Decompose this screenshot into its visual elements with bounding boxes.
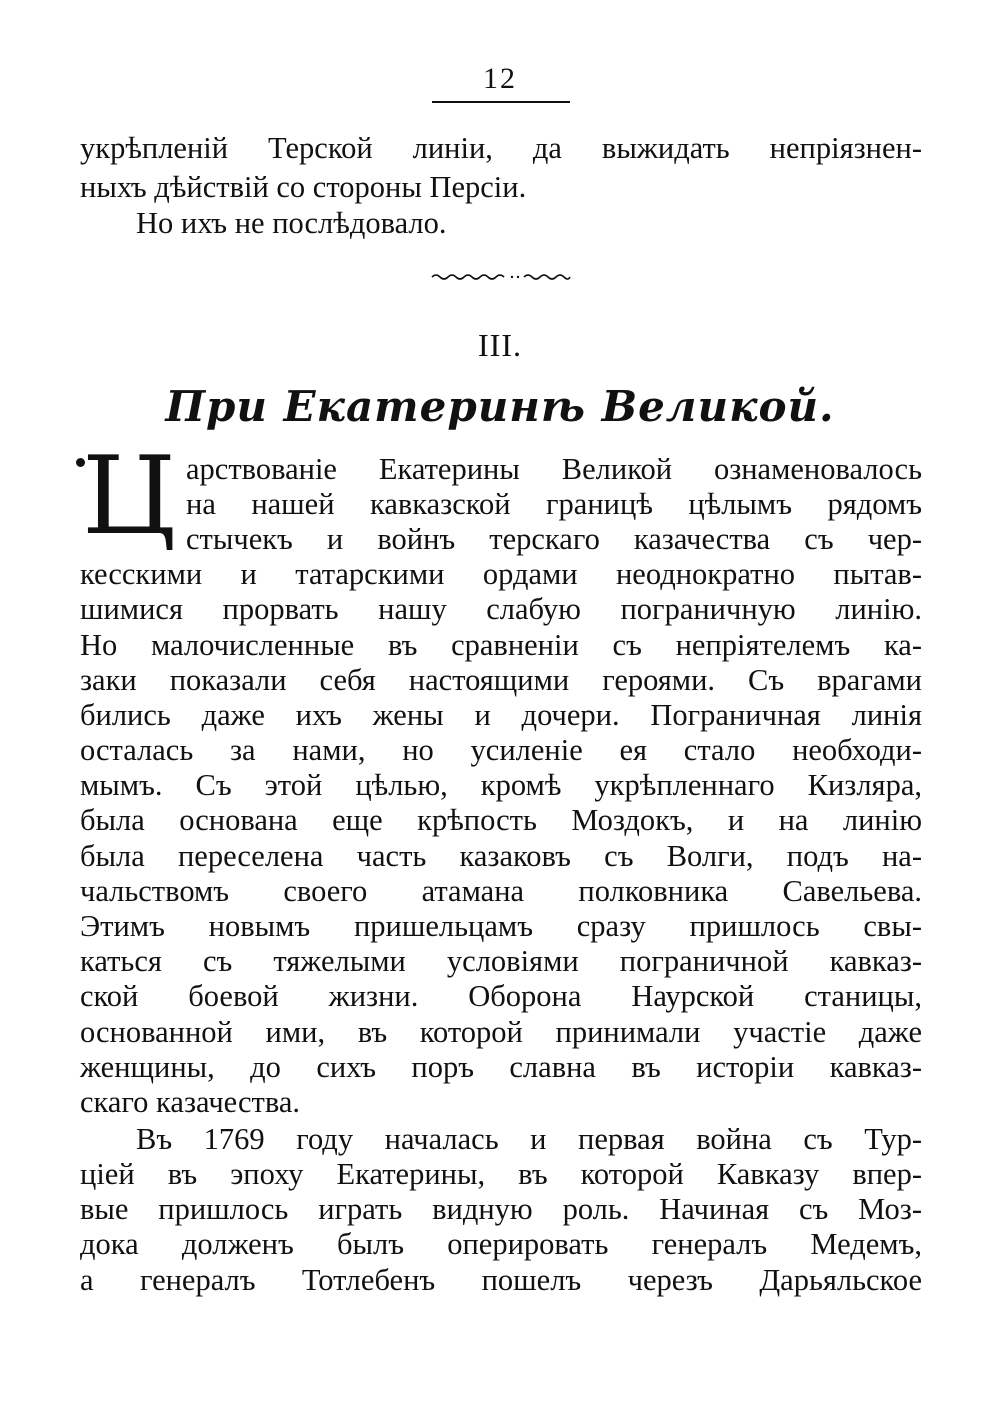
page-number-rule [432, 101, 570, 103]
text-line: бились даже ихъ жены и дочери. Пограничная линія [80, 698, 922, 732]
text-line: Въ 1769 году началась и первая война съ Тур- [136, 1122, 922, 1156]
text-line: ныхъ дѣйствій со стороны Персіи. [80, 170, 527, 204]
text-line: женщины, до сихъ поръ славна въ исторіи кавказ- [80, 1050, 922, 1084]
text-line: ской боевой жизни. Оборона Наурской станицы, [80, 979, 922, 1013]
text-line: шимися прорвать нашу слабую пограничную линію. [80, 592, 922, 626]
text-line: скаго казачества. [80, 1085, 300, 1119]
text-line: а генералъ Тотлебенъ пошелъ черезъ Дарьяльское [80, 1263, 922, 1297]
text-line: на нашей кавказской границѣ цѣлымъ рядомъ [186, 487, 922, 521]
text-line: ціей въ эпоху Екатерины, въ которой Кавказу впер- [80, 1157, 922, 1191]
page-number: 12 [483, 62, 517, 95]
text-line: укрѣпленій Терской линіи, да выжидать непріязнен- [80, 131, 922, 165]
text-line: мымъ. Съ этой цѣлью, кромѣ укрѣпленнаго Кизляра, [80, 768, 922, 802]
text-line: вые пришлось играть видную роль. Начиная съ Моз- [80, 1192, 922, 1226]
text-line: Этимъ новымъ пришельцамъ сразу пришлось свы- [80, 909, 922, 943]
text-line: стычекъ и войнъ терскаго казачества съ чер- [186, 522, 922, 556]
text-line: дока долженъ былъ оперировать генералъ Медемъ, [80, 1227, 922, 1261]
section-ornament [430, 270, 572, 282]
chapter-number: III. [478, 327, 522, 363]
text-line: арствованіе Екатерины Великой ознаменовалось [186, 452, 922, 486]
text-line: каться съ тяжелыми условіями пограничной кавказ- [80, 944, 922, 978]
text-line: была основана еще крѣпость Моздокъ, и на линію [80, 803, 922, 837]
text-line: была переселена часть казаковъ съ Волги, подъ на- [80, 839, 922, 873]
text-line: осталась за нами, но усиленіе ея стало необходи- [80, 733, 922, 767]
text-line: кесскими и татарскими ордами неоднократно пытав- [80, 557, 922, 591]
text-line: Но малочисленные въ сравненіи съ непріятелемъ ка- [80, 628, 922, 662]
text-line: чальствомъ своего атамана полковника Савельева. [80, 874, 922, 908]
drop-cap: Ц [82, 434, 177, 559]
text-line: основанной ими, въ которой принимали участіе даже [80, 1015, 922, 1049]
chapter-title: При Екатеринѣ Великой. [165, 382, 835, 431]
text-line: заки показали себя настоящими героями. Съ врагами [80, 663, 922, 697]
text-line: Но ихъ не послѣдовало. [136, 206, 447, 240]
